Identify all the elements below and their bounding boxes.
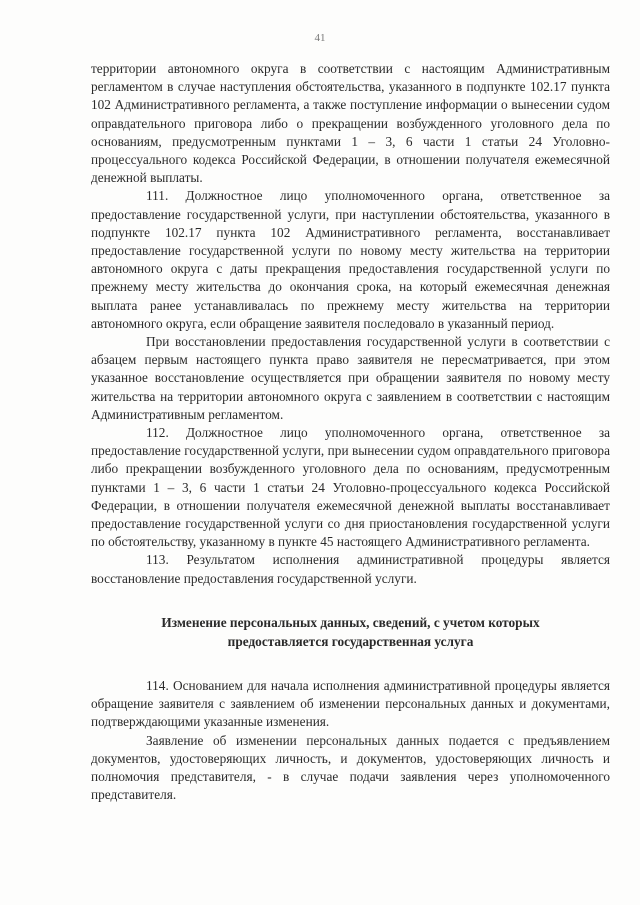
paragraph-111-second: При восстановлении предоставления государственной услуги в соответствии с абзацем первым настоящего пункта право заявителя не пересматривается, при этом указанное восстановление осуществляется при обращении заявителя по новому месту жительства на территории автономного округа с заявлением в соответствии с настоящим Административным регламентом. — [91, 334, 610, 422]
paragraph-113: 113. Результатом исполнения административной процедуры является восстановление предоставления государственной услуги. — [91, 552, 610, 586]
paragraph-114-second: Заявление об изменении персональных данных подается с предъявлением документов, удостоверяющих личность, и документов, удостоверяющих личность и полномочия представителя, - в случае подачи заявления через уполномоченного представителя. — [91, 732, 610, 803]
page-number: 41 — [314, 32, 326, 44]
paragraph-111: 111. Должностное лицо уполномоченного органа, ответственное за предоставление государственной услуги, при наступлении обстоятельства, указанного в подпункте 102.17 пункта 102 Административного регламента, восстанавливает предоставление государственной услуги по новому месту жительства на территории автономного округа с даты прекращения предоставления государственной услуги по прежнему месту жительства до окончания срока, на который ежемесячная денежная выплата ранее устанавливалась по прежнему месту жительства на территории автономного округа, если обращение заявителя последовало в указанный период. — [91, 188, 610, 331]
paragraph-continuation: территории автономного округа в соответствии с настоящим Административным регламентом в случае наступления обстоятельства, указанного в подпункте 102.17 пункта 102 Административного регламента, а также поступление информации о вынесении судом оправдательного приговора либо о прекращении возбужденного уголовного дела по основаниям, предусмотренным пунктами 1 – 3, 6 части 1 статьи 24 Уголовно-процессуального кодекса Российской Федерации, в отношении получателя ежемесячной денежной выплаты. — [91, 61, 610, 186]
section-heading — [91, 613, 610, 651]
paragraph-112: 112. Должностное лицо уполномоченного органа, ответственное за предоставление государственной услуги, при вынесении судом оправдательного приговора либо прекращении возбужденного уголовного дела по основаниям, предусмотренным пунктами 1 – 3, 6 части 1 статьи 24 Уголовно-процессуального кодекса Российской Федерации, в отношении получателя ежемесячной денежной выплаты восстанавливает предоставление государственной услуги со дня приостановления государственной услуги по обстоятельству, указанному в пункте 45 настоящего Административного регламента. — [91, 425, 610, 550]
paragraph-114: 114. Основанием для начала исполнения административной процедуры является обращение заявителя с заявлением об изменении персональных данных и документами, подтверждающими указанные изменения. — [91, 677, 610, 730]
section-heading-line-1: Изменение персональных данных, сведений, с учетом которых — [161, 614, 540, 630]
document-body — [91, 60, 610, 804]
section-heading-line-2: предоставляется государственная услуга — [227, 633, 474, 649]
